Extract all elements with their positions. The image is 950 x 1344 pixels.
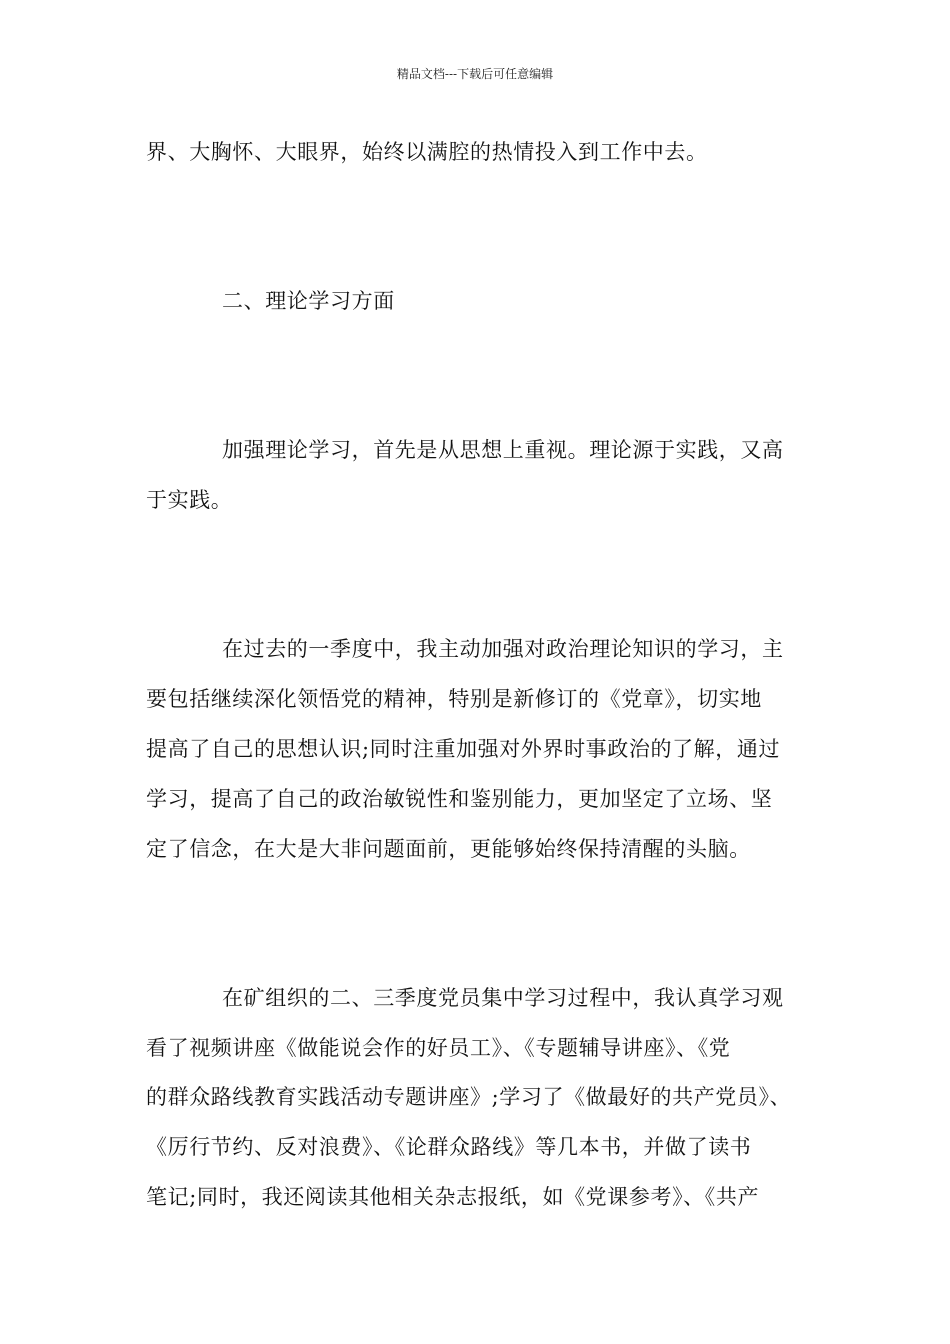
paragraph-line: 看了视频讲座《做能说会作的好员工》、《专题辅导讲座》、《党 [146,1036,731,1060]
paragraph-line: 定了信念，在大是大非问题面前，更能够始终保持清醒的头脑。 [146,837,751,861]
paragraph-line: 笔记;同时，我还阅读其他相关杂志报纸，如《党课参考》、《共产 [146,1185,760,1209]
section-heading: 二、理论学习方面 [222,289,395,313]
paragraph-line: 要包括继续深化领悟党的精神，特别是新修订的《党章》，切实地 [146,687,762,711]
paragraph-line: 界、大胸怀、大眼界，始终以满腔的热情投入到工作中去。 [146,140,708,164]
paragraph-line: 于实践。 [146,488,233,512]
paragraph-line: 在矿组织的二、三季度党员集中学习过程中，我认真学习观 [222,986,784,1010]
paragraph-line: 学习，提高了自己的政治敏锐性和鉴别能力，更加坚定了立场、坚 [146,787,773,811]
paragraph-line: 加强理论学习，首先是从思想上重视。理论源于实践，又高 [222,438,784,462]
paragraph-line: 《厉行节约、反对浪费》、《论群众路线》等几本书，并做了读书 [146,1135,752,1159]
paragraph-line: 提高了自己的思想认识;同时注重加强对外界时事政治的了解，通过 [146,737,781,761]
paragraph-line: 在过去的一季度中，我主动加强对政治理论知识的学习，主 [222,637,784,661]
paragraph-line: 的群众路线教育实践活动专题讲座》;学习了《做最好的共产党员》、 [146,1085,792,1109]
page-header: 精品文档---下载后可任意编辑 [396,67,554,81]
